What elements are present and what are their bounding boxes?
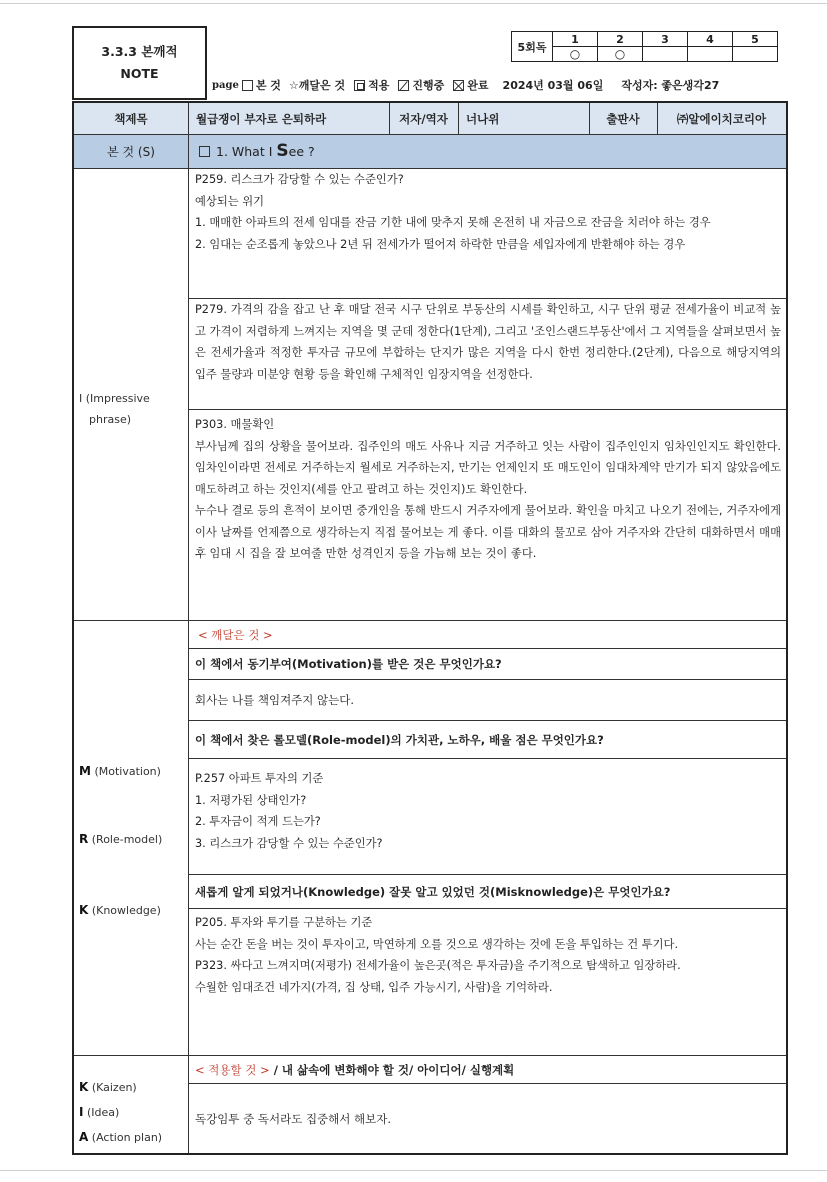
book-title: 월급쟁이 부자로 은퇴하라 — [196, 111, 327, 126]
seen-heading — [198, 134, 778, 168]
checkbox-slash-icon — [398, 80, 409, 91]
page-top-rule — [0, 3, 827, 4]
kia-labels — [79, 1075, 162, 1150]
knowledge-question: 새롭게 알게 되었거나(Knowledge) 잘못 알고 있었던 것(Misknowledge)은 무엇인가요? — [195, 884, 671, 899]
round-mark-1: ○ — [553, 47, 598, 62]
idea-label — [79, 1100, 162, 1125]
knowledge-text: (Knowledge) — [91, 904, 161, 917]
round-mark-4 — [688, 47, 733, 62]
note-author: 작성자: 좋은생각27 — [621, 79, 720, 92]
knowledge-answer — [195, 912, 781, 998]
book-author-label: 저자/역자 — [399, 111, 448, 126]
motivation-text: (Motivation) — [94, 765, 161, 778]
role-model-question: 이 책에서 찾은 롤모델(Role-model)의 가치관, 노하우, 배울 점은 무엇인가요? — [195, 732, 604, 747]
checkbox-empty-icon — [242, 80, 253, 91]
legend-realized: ☆깨달은 것 — [288, 79, 346, 92]
round-mark-5 — [733, 47, 778, 62]
impressive-block-1 — [195, 169, 781, 255]
motivation-question: 이 책에서 동기부여(Motivation)를 받은 것은 무엇인가요? — [195, 657, 502, 671]
column-divider — [188, 103, 189, 1153]
round-number-4: 4 — [688, 32, 733, 47]
round-number-1: 1 — [553, 32, 598, 47]
kaizen-label — [79, 1075, 162, 1100]
round-mark-3 — [643, 47, 688, 62]
seen-heading-post: ee ? — [288, 143, 315, 159]
action-plan-text: (Action plan) — [91, 1131, 163, 1144]
note-title-line1: 3.3.3 본깨적 — [101, 44, 178, 59]
note-date: 2024년 03월 06일 — [502, 79, 604, 92]
round-number-3: 3 — [643, 32, 688, 47]
action-plan-label — [79, 1125, 162, 1150]
apply-answer: 독강임투 중 독서라도 집중해서 해보자. — [195, 1111, 392, 1126]
page-bottom-rule — [0, 1170, 827, 1171]
realized-heading: < 깨달은 것 > — [198, 627, 273, 642]
role-model-key: R — [79, 832, 89, 846]
knowledge-paragraph: 수월한 임대조건 네가지(가격, 집 상태, 입주 가능시기, 사람)을 기억하라. — [195, 980, 553, 994]
legend-done: 완료 — [467, 79, 489, 92]
checkbox-x-icon — [453, 80, 464, 91]
legend-apply: 적용 — [368, 79, 390, 92]
role-model-line: 3. 리스크가 감당할 수 있는 수준인가? — [195, 836, 383, 850]
note-title-box — [72, 26, 207, 100]
seen-heading-pre: 1. What I — [216, 143, 277, 159]
motivation-key: M — [79, 764, 91, 778]
idea-text: (Idea) — [86, 1106, 120, 1119]
knowledge-label — [79, 903, 161, 917]
impressive-line: 2. 임대는 순조롭게 놓았으나 2년 뒤 전세가가 떨어져 하락한 만큼을 세입자에게 반환해야 하는 경우 — [195, 237, 686, 251]
apply-heading — [195, 1056, 781, 1083]
impressive-paragraph: P279. 가격의 감을 잡고 난 후 매달 전국 시구 단위로 부동산의 시세를 확인하고, 시구 단위 평균 전세가율이 비교적 높고 가격이 저렴하게 느껴지는 지역을 몇 군데 정한다(1단계), 그리고 '조인스랜드부동산'에서 그 지역들을 살펴보면서 높은 전세가율과 적정한 투자금 규모에 부합하는 단지가 많은 지역을 다시 한번 정리한다.(2단계), 다음으로 해당지역의 입주 물량과 미분양 현황 등을 확인해 구체적인 임장지역을 선정한다. — [195, 303, 781, 381]
impressive-line: P259. 리스크가 감당할 수 있는 수준인가? — [195, 173, 404, 186]
kaizen-key: K — [79, 1080, 89, 1094]
impressive-block-3 — [195, 414, 781, 565]
read-count-label: 5회독 — [512, 32, 553, 62]
checkbox-empty-icon — [199, 146, 210, 157]
role-model-text: (Role-model) — [91, 833, 163, 846]
round-number-2: 2 — [598, 32, 643, 47]
apply-heading-rest: / 내 삶속에 변화해야 할 것/ 아이디어/ 실행계획 — [269, 1062, 515, 1077]
read-count-table — [511, 31, 778, 62]
note-title-line2: NOTE — [120, 66, 159, 81]
impressive-paragraph: 누수나 결로 등의 흔적이 보이면 중개인을 통해 반드시 거주자에게 물어보라. 확인을 마치고 나오기 전에는, 거주자에게 이사 날짜를 언제쯤으로 생각하는지 직접 물어보는 게 좋다. 이를 대화의 물꼬로 삼아 거주자와 간단히 대화하면서 매매후 임대 시 집을 잘 보여줄 만한 성격인지 등을 가늠해 보는 것이 좋다. — [195, 504, 781, 560]
impressive-label-line2: phrase) — [89, 413, 132, 426]
impressive-label — [79, 388, 150, 430]
round-mark-2: ○ — [598, 47, 643, 62]
motivation-label — [79, 764, 161, 778]
book-publisher-label: 출판사 — [606, 111, 640, 126]
action-plan-key: A — [79, 1130, 89, 1144]
cell-divider — [458, 103, 459, 134]
row-divider — [188, 409, 786, 410]
legend-page: page — [212, 79, 239, 91]
seen-label: 본 것 (S) — [107, 144, 155, 159]
motivation-answer: 회사는 나를 책임져주지 않는다. — [195, 693, 355, 707]
checkbox-square-icon — [354, 80, 365, 91]
knowledge-paragraph: 사는 순간 돈을 버는 것이 투자이고, 막연하게 오를 것으로 생각하는 것에 돈을 투입하는 건 투기다. — [195, 937, 679, 951]
role-model-line: P.257 아파트 투자의 기준 — [195, 772, 324, 785]
impressive-label-line1: I (Impressive — [79, 392, 150, 405]
round-number-5: 5 — [733, 32, 778, 47]
status-legend — [212, 77, 719, 93]
kaizen-text: (Kaizen) — [91, 1081, 137, 1094]
row-divider — [188, 758, 786, 759]
row-divider — [188, 908, 786, 909]
legend-progress: 진행중 — [412, 79, 445, 92]
book-publisher: ㈜알에이치코리아 — [676, 111, 767, 126]
knowledge-paragraph: P323. 싸다고 느껴지며(저평가) 전세가율이 높은곳(적은 투자금)을 주기적으로 탐색하고 임장하라. — [195, 959, 681, 972]
impressive-line: 1. 매매한 아파트의 전세 임대를 잔금 기한 내에 맞추지 못해 온전히 내 자금으로 잔금을 치러야 하는 경우 — [195, 216, 711, 229]
book-title-label: 책제목 — [114, 111, 148, 126]
role-model-line: 1. 저평가된 상태인가? — [195, 793, 307, 807]
seen-heading-big: S — [276, 141, 289, 161]
book-author: 너나위 — [466, 111, 500, 126]
role-model-label — [79, 832, 162, 846]
legend-seen: 본 것 — [255, 79, 281, 92]
role-model-answer — [195, 768, 781, 854]
knowledge-line: P205. 투자와 투기를 구분하는 기준 — [195, 916, 373, 929]
note-form — [72, 101, 788, 1155]
impressive-block-2 — [195, 299, 781, 385]
impressive-line: 예상되는 위기 — [195, 194, 265, 208]
idea-key: I — [79, 1105, 84, 1119]
knowledge-key: K — [79, 903, 89, 917]
impressive-line: P303. 매물확인 — [195, 418, 275, 431]
role-model-line: 2. 투자금이 적게 드는가? — [195, 815, 321, 828]
impressive-paragraph: 부사님께 집의 상황을 물어보라. 집주인의 매도 사유나 지금 거주하고 잇는 사람이 집주인인지 임차인인지도 확인한다. 임차인이라면 전세로 거주하는지 월세로 거주하는지, 만기는 언제인지 또 매도인이 임대차계약 만기가 되지 않았음에도 매도하려고 하는 것인지(세를 안고 팔려고 하는 것인지)도 확인한다. — [195, 439, 781, 496]
apply-heading-red: < 적용할 것 > — [195, 1062, 270, 1077]
